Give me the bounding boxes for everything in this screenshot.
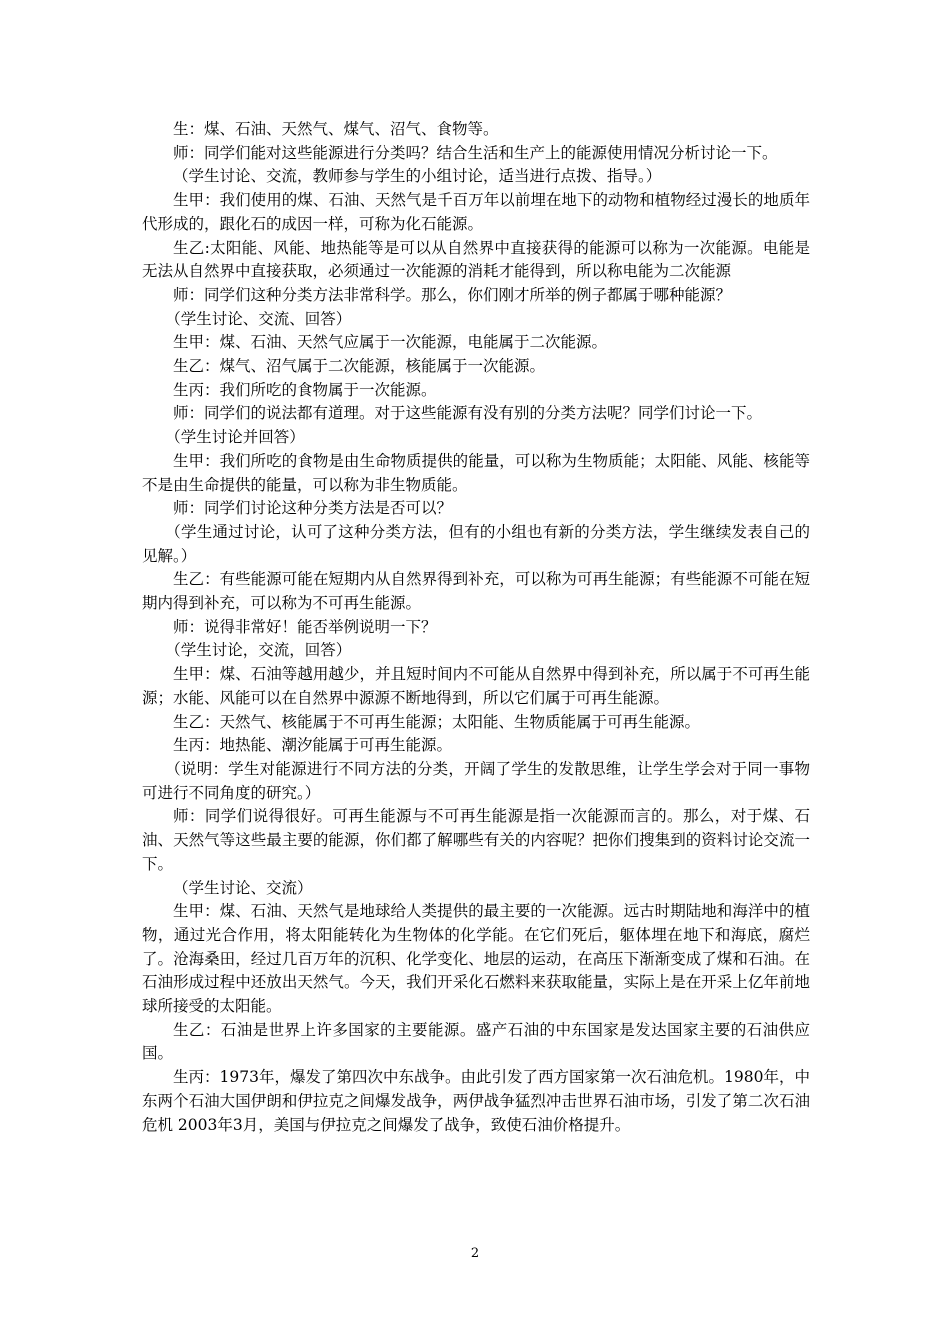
paragraph: 生乙：天然气、核能属于不可再生能源；太阳能、生物质能属于可再生能源。: [173, 712, 701, 731]
paragraph: 师：同学们这种分类方法非常科学。那么，你们刚才所举的例子都属于哪种能源？: [173, 285, 732, 304]
paragraph: 生乙:太阳能、风能、地热能等是可以从自然界中直接获得的能源可以称为一次能源。电能是无法从自然界中直接获取，必须通过一次能源的消耗才能得到，所以称电能为二次能源: [142, 238, 810, 281]
paragraph: 生甲：煤、石油、天然气是地球给人类提供的最主要的一次能源。远古时期陆地和海洋中的植物，通过光合作用，将太阳能转化为生物体的化学能。在它们死后，躯体埋在地下和海底，腐烂了。沧海桑田，经过几百万年的沉积、化学变化、地层的运动，在高压下渐渐变成了煤和石油。在石油形成过程中还放出天然气。今天，我们开采化石燃料来获取能量，实际上是在开采上亿年前地球所接受的太阳能。: [142, 902, 810, 1016]
paragraph: 生甲：我们使用的煤、石油、天然气是千百万年以前埋在地下的动物和植物经过漫长的地质年代形成的，跟化石的成因一样，可称为化石能源。: [142, 191, 810, 233]
paragraph: 生乙：有些能源可能在短期内从自然界得到补充，可以称为可再生能源；有些能源不可能在短期内得到补充，可以称为不可再生能源。: [142, 570, 810, 613]
paragraph: 生甲：我们所吃的食物是由生命物质提供的能量，可以称为生物质能；太阳能、风能、核能等不是由生命提供的能量，可以称为非生物质能。: [142, 451, 810, 494]
document-body: [142, 118, 810, 1137]
paragraph: 师：说得非常好！能否举例说明一下？: [173, 617, 437, 636]
paragraph-note: （学生讨论并回答）: [165, 428, 305, 447]
paragraph: 生甲：煤、石油等越用越少，并且短时间内不可能从自然界中得到补充，所以属于不可再生能源；水能、风能可以在自然界中源源不断地得到，所以它们属于可再生能源。: [142, 665, 810, 707]
paragraph: 师：同学们能对这些能源进行分类吗？结合生活和生产上的能源使用情况分析讨论一下。: [173, 143, 778, 162]
paragraph-note: （学生讨论、交流、回答）: [165, 309, 352, 328]
paragraph: （学生讨论、交流，教师参与学生的小组讨论，适当进行点拨、指导。）: [173, 167, 662, 186]
paragraph: 生丙：我们所吃的食物属于一次能源。: [173, 380, 437, 399]
paragraph-note: （说明：学生对能源进行不同方法的分类，开阔了学生的发散思维，让学生学会对于同一事物可进行不同角度的研究。）: [142, 759, 810, 802]
paragraph: 生丙：地热能、潮汐能属于可再生能源。: [173, 736, 453, 755]
paragraph: 师：同学们讨论这种分类方法是否可以？: [173, 499, 453, 518]
paragraph: 生乙：石油是世界上许多国家的主要能源。盛产石油的中东国家是发达国家主要的石油供应国。: [142, 1020, 810, 1063]
paragraph-note: （学生通过讨论，认可了这种分类方法，但有的小组也有新的分类方法，学生继续发表自己的见解。）: [142, 522, 810, 565]
paragraph-note: （学生讨论，交流，回答）: [165, 641, 352, 660]
paragraph: 生丙：1973年，爆发了第四次中东战争。由此引发了西方国家第一次石油危机。1980年，中东两个石油大国伊朗和伊拉克之间爆发战争，两伊战争猛烈冲击世界石油市场，引发了第二次石油危机 2003年3月，美国与伊拉克之间爆发了战争，致使石油价格提升。: [142, 1068, 810, 1134]
paragraph: 生甲：煤、石油、天然气应属于一次能源，电能属于二次能源。: [173, 333, 608, 352]
page-number: 2: [470, 1246, 480, 1261]
paragraph: 生：煤、石油、天然气、煤气、沼气、食物等。: [173, 120, 499, 138]
paragraph: 师：同学们的说法都有道理。对于这些能源有没有别的分类方法呢？同学们讨论一下。: [173, 404, 763, 423]
paragraph: （学生讨论、交流）: [173, 878, 313, 897]
paragraph: 师：同学们说得很好。可再生能源与不可再生能源是指一次能源而言的。那么，对于煤、石油、天然气等这些最主要的能源，你们都了解哪些有关的内容呢？把你们搜集到的资料讨论交流一下。: [142, 807, 810, 873]
paragraph: 生乙：煤气、沼气属于二次能源，核能属于一次能源。: [173, 357, 546, 376]
